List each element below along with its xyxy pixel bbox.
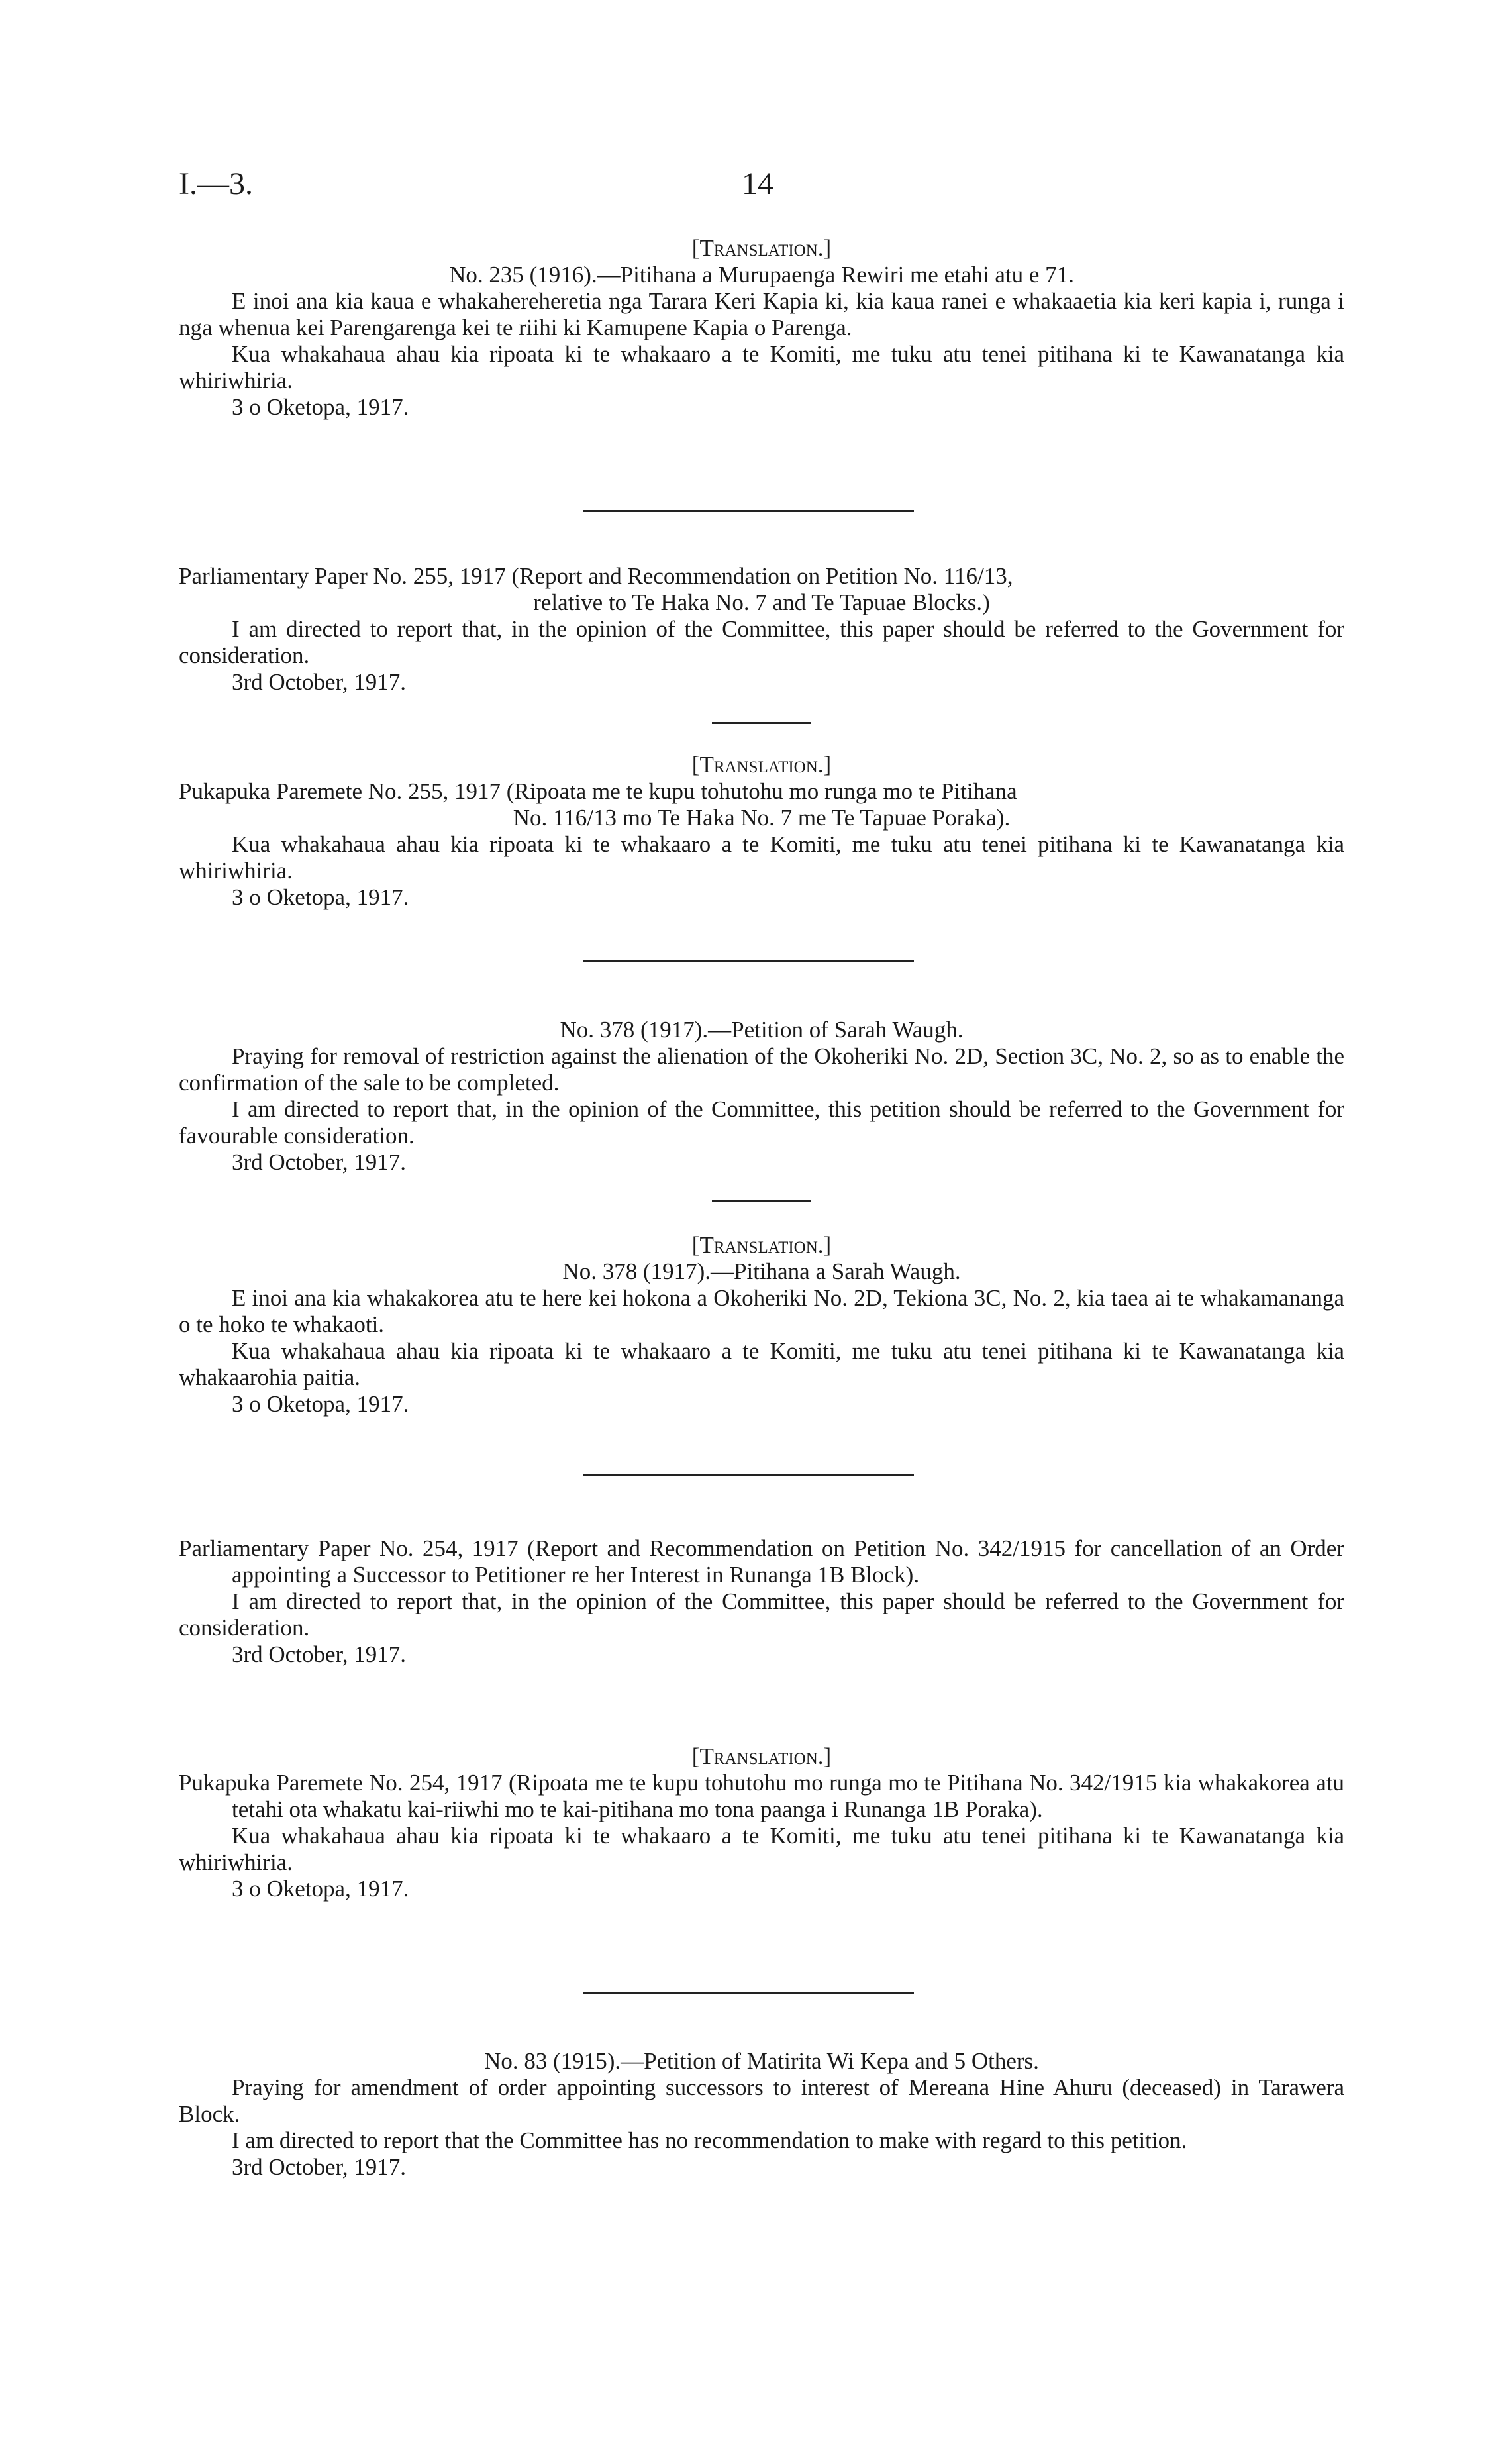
section-petition-83 <box>179 2048 1344 2181</box>
section-petition-235 <box>179 235 1344 421</box>
section-title: Parliamentary Paper No. 255, 1917 (Report and Recommendation on Petition No. 116/13, <box>179 563 1013 589</box>
paragraph: Kua whakahaua ahau kia ripoata ki te whakaaro a te Komiti, me tuku atu tenei pitihana ki te Kawanatanga kia whiriwhiria. <box>179 831 1344 884</box>
date-line: 3 o Oketopa, 1917. <box>232 884 409 910</box>
date-line: 3 o Oketopa, 1917. <box>232 1876 409 1902</box>
paragraph: Kua whakahaua ahau kia ripoata ki te whakaaro a te Komiti, me tuku atu tenei pitihana ki te Kawanatanga kia whiriwhiria. <box>179 1823 1344 1875</box>
date-line: 3rd October, 1917. <box>232 2154 406 2180</box>
paragraph: I am directed to report that, in the opinion of the Committee, this paper should be referred to the Government for consideration. <box>179 1588 1344 1641</box>
section-divider <box>583 1992 914 1994</box>
section-paper-255 <box>179 563 1344 695</box>
section-title: Pukapuka Paremete No. 254, 1917 (Ripoata me te kupu tohutohu mo runga mo te Pitihana No. 342/1915 kia whakakorea atu tetahi ota whakatu kai-riiwhi mo te kai-pitihana mo tona paanga i Runanga 1B Poraka). <box>179 1770 1344 1822</box>
section-title: No. 235 (1916).—Pitihana a Murupaenga Rewiri me etahi atu e 71. <box>449 262 1074 287</box>
paragraph: Praying for amendment of order appointing successors to interest of Mereana Hine Ahuru (deceased) in Tarawera Block. <box>179 2075 1344 2127</box>
date-line: 3rd October, 1917. <box>232 1149 406 1175</box>
paragraph: Kua whakahaua ahau kia ripoata ki te whakaaro a te Komiti, me tuku atu tenei pitihana ki te Kawanatanga kia whakaarohia paitia. <box>179 1338 1344 1390</box>
paragraph: E inoi ana kia kaua e whakahereheretia nga Tarara Keri Kapia ki, kia kaua ranei e whakaaetia kia keri kapia i, runga i nga whenua kei Parengarenga kei te riihi ki Kamupene Kapia o Parenga. <box>179 288 1344 340</box>
translation-heading: [Translation.] <box>691 1232 832 1258</box>
section-petition-378-translation <box>179 1232 1344 1417</box>
paragraph: I am directed to report that, in the opinion of the Committee, this paper should be referred to the Government for consideration. <box>179 616 1344 668</box>
translation-heading: [Translation.] <box>691 1743 832 1769</box>
section-title-continued: relative to Te Haka No. 7 and Te Tapuae Blocks.) <box>533 590 990 615</box>
section-title: No. 83 (1915).—Petition of Matirita Wi Kepa and 5 Others. <box>484 2048 1039 2074</box>
date-line: 3 o Oketopa, 1917. <box>232 394 409 420</box>
section-divider <box>583 510 914 512</box>
section-divider <box>583 960 914 962</box>
page-number: 14 <box>742 166 773 201</box>
section-title: Pukapuka Paremete No. 255, 1917 (Ripoata me te kupu tohutohu mo runga mo te Pitihana <box>179 778 1017 804</box>
date-line: 3rd October, 1917. <box>232 669 406 695</box>
section-divider <box>712 1200 811 1202</box>
section-title: No. 378 (1917).—Petition of Sarah Waugh. <box>560 1017 964 1043</box>
translation-heading: [Translation.] <box>691 235 832 261</box>
section-paper-254 <box>179 1535 1344 1668</box>
section-title-continued: No. 116/13 mo Te Haka No. 7 me Te Tapuae Poraka). <box>513 805 1011 831</box>
document-reference: I.—3. <box>179 166 253 201</box>
section-paper-254-translation <box>179 1743 1344 1902</box>
section-divider <box>712 722 811 724</box>
paragraph: I am directed to report that, in the opinion of the Committee, this petition should be referred to the Government for favourable consideration. <box>179 1096 1344 1149</box>
date-line: 3rd October, 1917. <box>232 1641 406 1667</box>
paragraph: Kua whakahaua ahau kia ripoata ki te whakaaro a te Komiti, me tuku atu tenei pitihana ki te Kawanatanga kia whiriwhiria. <box>179 341 1344 393</box>
paragraph: Praying for removal of restriction against the alienation of the Okoheriki No. 2D, Section 3C, No. 2, so as to enable the confirmation of the sale to be completed. <box>179 1043 1344 1096</box>
paragraph: E inoi ana kia whakakorea atu te here kei hokona a Okoheriki No. 2D, Tekiona 3C, No. 2, kia taea ai te whakamananga o te hoko te whakaoti. <box>179 1285 1344 1337</box>
translation-heading: [Translation.] <box>691 752 832 778</box>
paragraph: I am directed to report that the Committee has no recommendation to make with regard to this petition. <box>232 2128 1187 2153</box>
section-divider <box>583 1474 914 1476</box>
date-line: 3 o Oketopa, 1917. <box>232 1391 409 1417</box>
section-petition-378 <box>179 1017 1344 1176</box>
section-title: No. 378 (1917).—Pitihana a Sarah Waugh. <box>562 1258 961 1284</box>
section-paper-255-translation <box>179 752 1344 911</box>
section-title: Parliamentary Paper No. 254, 1917 (Report and Recommendation on Petition No. 342/1915 for cancellation of an Order appointing a Successor to Petitioner re her Interest in Runanga 1B Block). <box>179 1535 1344 1588</box>
